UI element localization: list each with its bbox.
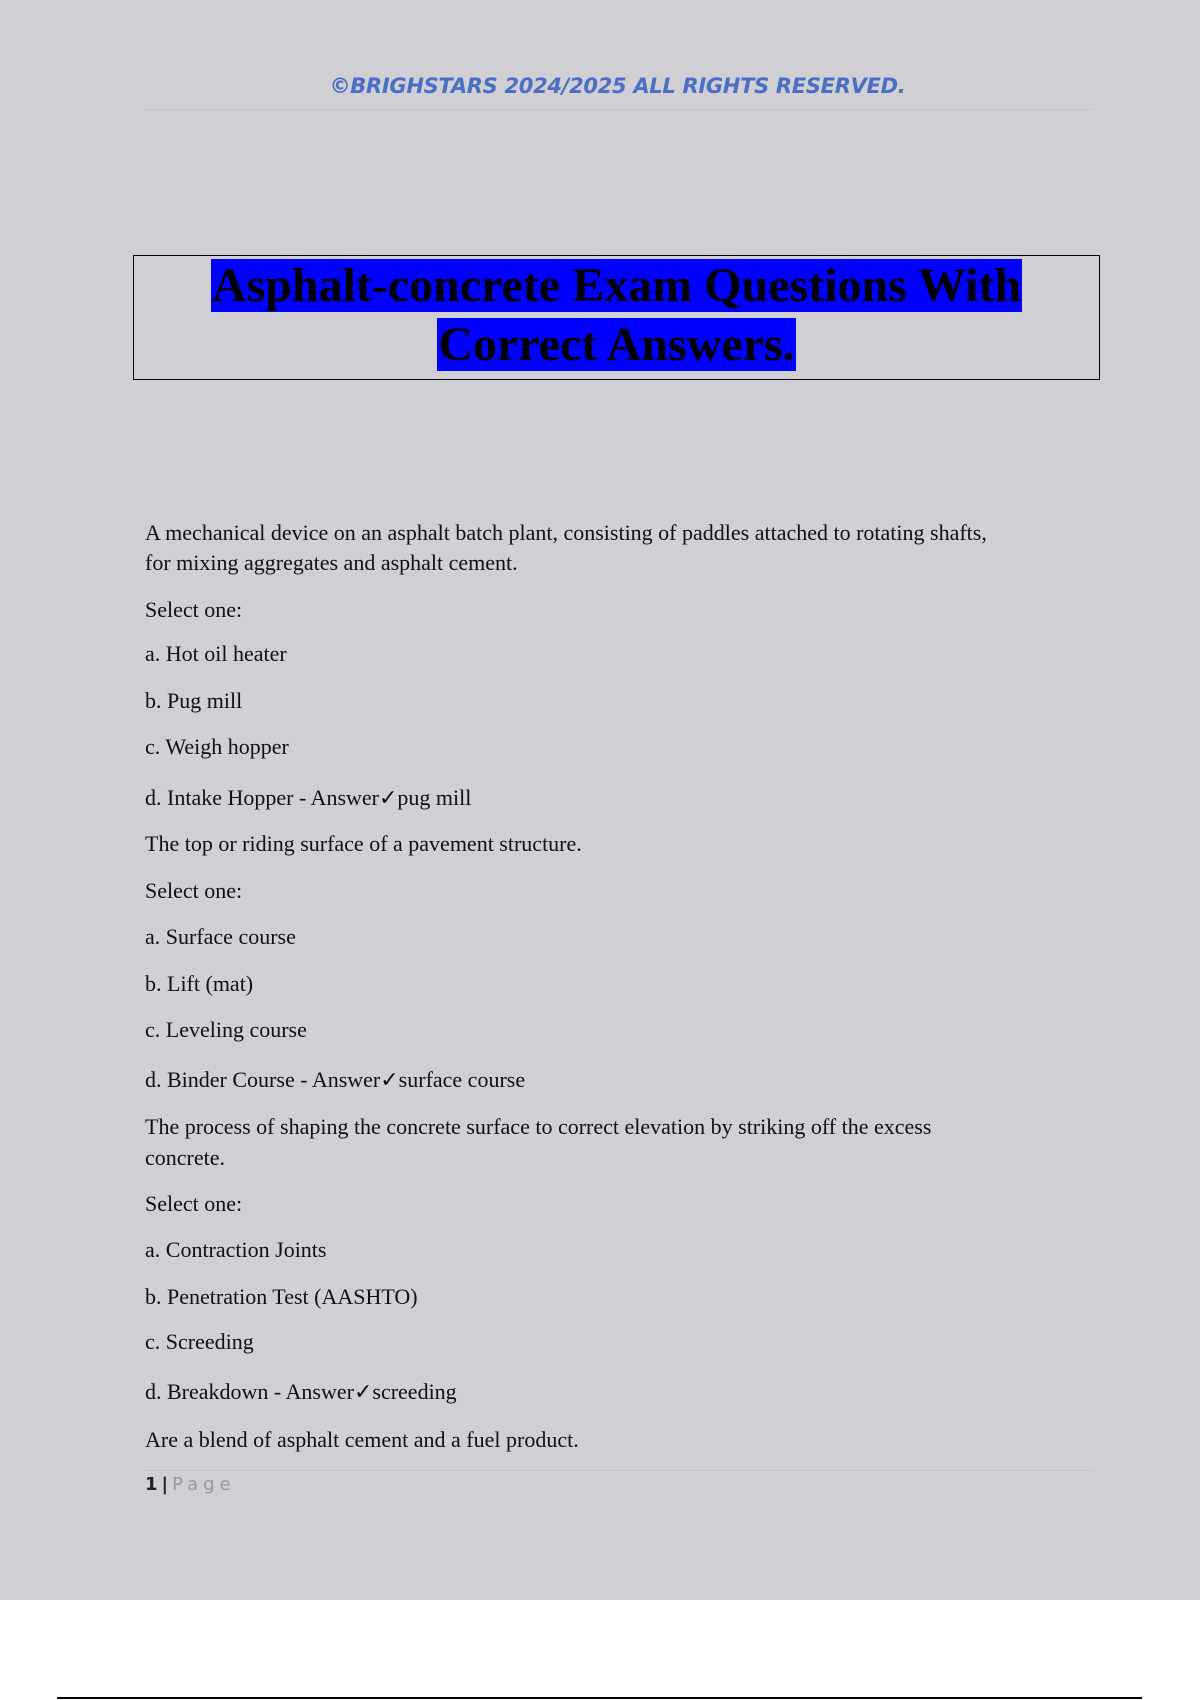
page-footer: [145, 1474, 236, 1495]
question-1-option-d-answer: d. Intake Hopper - Answer✓pug mill: [145, 785, 472, 810]
question-3-option-b: b. Penetration Test (AASHTO): [145, 1284, 418, 1309]
question-3-option-d-answer: d. Breakdown - Answer✓screeding: [145, 1379, 457, 1404]
question-2-option-d-answer: d. Binder Course - Answer✓surface course: [145, 1067, 526, 1092]
question-1-text-line-2: for mixing aggregates and asphalt cement.: [145, 550, 518, 575]
question-1-option-c: c. Weigh hopper: [145, 734, 289, 759]
title-line-1-text: Asphalt-concrete Exam Questions With: [211, 259, 1022, 312]
title-line-2-text: Correct Answers.: [438, 318, 795, 371]
question-1-select-prompt: Select one:: [145, 597, 243, 622]
question-1-option-a: a. Hot oil heater: [145, 641, 287, 666]
copyright-header: ©BRIGHSTARS 2024/2025 ALL RIGHTS RESERVED.: [329, 74, 906, 98]
question-3-text-line-1: The process of shaping the concrete surface to correct elevation by striking off the excess: [145, 1114, 932, 1139]
question-3-option-c: c. Screeding: [145, 1329, 254, 1354]
title-box: [133, 255, 1100, 380]
question-2-option-b: b. Lift (mat): [145, 971, 254, 996]
page-separator: |: [161, 1474, 169, 1495]
question-4-text: Are a blend of asphalt cement and a fuel product.: [145, 1427, 579, 1452]
question-2-option-a: a. Surface course: [145, 924, 296, 949]
bottom-rule: [57, 1697, 1142, 1699]
header-divider: [145, 109, 1093, 110]
question-3-option-a: a. Contraction Joints: [145, 1237, 327, 1262]
question-1-text-line-1: A mechanical device on an asphalt batch plant, consisting of paddles attached to rotating shafts,: [145, 520, 987, 545]
question-2-select-prompt: Select one:: [145, 878, 243, 903]
page-label: Page: [172, 1474, 236, 1495]
page-number: 1: [145, 1474, 158, 1495]
question-3-select-prompt: Select one:: [145, 1191, 243, 1216]
title-line-1: [134, 258, 1099, 314]
title-line-2: [134, 317, 1099, 373]
question-2-option-c: c. Leveling course: [145, 1017, 307, 1042]
question-3-text-line-2: concrete.: [145, 1145, 225, 1170]
question-1-option-b: b. Pug mill: [145, 688, 243, 713]
footer-divider: [145, 1470, 1093, 1471]
question-2-text: The top or riding surface of a pavement structure.: [145, 831, 582, 856]
